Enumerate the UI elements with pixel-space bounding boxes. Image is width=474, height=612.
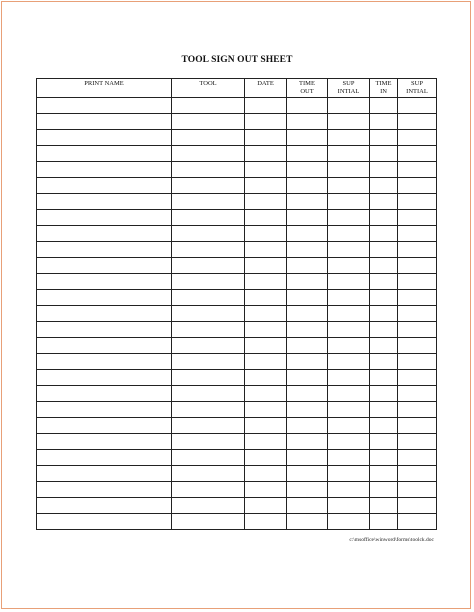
blank-cell <box>37 242 172 258</box>
blank-cell <box>245 370 287 386</box>
column-header-print-name: PRINT NAME <box>37 79 172 98</box>
table-row <box>37 162 437 178</box>
blank-cell <box>328 178 370 194</box>
blank-cell <box>172 258 245 274</box>
blank-cell <box>37 514 172 530</box>
blank-cell <box>245 274 287 290</box>
blank-cell <box>328 114 370 130</box>
blank-cell <box>245 194 287 210</box>
blank-cell <box>172 226 245 242</box>
blank-cell <box>172 498 245 514</box>
table-body <box>37 98 437 530</box>
header-row <box>37 79 437 98</box>
table-row <box>37 338 437 354</box>
blank-cell <box>398 514 437 530</box>
blank-cell <box>398 162 437 178</box>
blank-cell <box>287 450 328 466</box>
blank-cell <box>37 498 172 514</box>
blank-cell <box>172 434 245 450</box>
blank-cell <box>398 450 437 466</box>
blank-cell <box>328 162 370 178</box>
blank-cell <box>370 466 398 482</box>
table-row <box>37 306 437 322</box>
table-row <box>37 386 437 402</box>
table-row <box>37 450 437 466</box>
blank-cell <box>328 434 370 450</box>
blank-cell <box>287 146 328 162</box>
table-row <box>37 354 437 370</box>
blank-cell <box>370 306 398 322</box>
blank-cell <box>398 370 437 386</box>
table-row <box>37 242 437 258</box>
blank-cell <box>172 514 245 530</box>
table-row <box>37 418 437 434</box>
blank-cell <box>370 418 398 434</box>
blank-cell <box>37 98 172 114</box>
blank-cell <box>328 226 370 242</box>
blank-cell <box>398 290 437 306</box>
blank-cell <box>287 194 328 210</box>
blank-cell <box>328 98 370 114</box>
blank-cell <box>370 274 398 290</box>
column-header-sup-initial-in: SUP INTIAL <box>398 79 437 98</box>
blank-cell <box>172 130 245 146</box>
blank-cell <box>287 386 328 402</box>
blank-cell <box>172 178 245 194</box>
blank-cell <box>370 370 398 386</box>
blank-cell <box>287 370 328 386</box>
blank-cell <box>370 498 398 514</box>
blank-cell <box>37 258 172 274</box>
blank-cell <box>328 274 370 290</box>
blank-cell <box>287 114 328 130</box>
blank-cell <box>37 130 172 146</box>
blank-cell <box>398 386 437 402</box>
blank-cell <box>328 466 370 482</box>
sheet-title: TOOL SIGN OUT SHEET <box>181 55 293 65</box>
blank-cell <box>172 322 245 338</box>
blank-cell <box>328 130 370 146</box>
blank-cell <box>370 386 398 402</box>
blank-cell <box>370 194 398 210</box>
blank-cell <box>245 322 287 338</box>
blank-cell <box>172 482 245 498</box>
blank-cell <box>370 290 398 306</box>
table-row <box>37 370 437 386</box>
blank-cell <box>370 402 398 418</box>
blank-cell <box>37 466 172 482</box>
column-header-time-out: TIME OUT <box>287 79 328 98</box>
blank-cell <box>37 434 172 450</box>
blank-cell <box>172 338 245 354</box>
blank-cell <box>37 386 172 402</box>
blank-cell <box>245 146 287 162</box>
blank-cell <box>328 210 370 226</box>
blank-cell <box>328 194 370 210</box>
blank-cell <box>37 450 172 466</box>
blank-cell <box>245 226 287 242</box>
blank-cell <box>172 162 245 178</box>
table-row <box>37 402 437 418</box>
blank-cell <box>245 210 287 226</box>
table-row <box>37 146 437 162</box>
blank-cell <box>37 274 172 290</box>
blank-cell <box>245 98 287 114</box>
blank-cell <box>37 114 172 130</box>
blank-cell <box>287 130 328 146</box>
blank-cell <box>398 146 437 162</box>
blank-cell <box>328 450 370 466</box>
blank-cell <box>370 210 398 226</box>
blank-cell <box>245 386 287 402</box>
blank-cell <box>398 498 437 514</box>
blank-cell <box>245 498 287 514</box>
blank-cell <box>370 242 398 258</box>
blank-cell <box>287 226 328 242</box>
blank-cell <box>245 354 287 370</box>
blank-cell <box>37 162 172 178</box>
blank-cell <box>287 402 328 418</box>
blank-cell <box>370 114 398 130</box>
blank-cell <box>287 306 328 322</box>
blank-cell <box>37 354 172 370</box>
blank-cell <box>398 130 437 146</box>
blank-cell <box>370 162 398 178</box>
table-row <box>37 130 437 146</box>
blank-cell <box>287 274 328 290</box>
table-row <box>37 514 437 530</box>
blank-cell <box>37 338 172 354</box>
blank-cell <box>398 194 437 210</box>
table-row <box>37 210 437 226</box>
table-row <box>37 114 437 130</box>
blank-cell <box>287 418 328 434</box>
blank-cell <box>37 178 172 194</box>
blank-cell <box>245 242 287 258</box>
blank-cell <box>245 466 287 482</box>
blank-cell <box>370 130 398 146</box>
blank-cell <box>245 450 287 466</box>
blank-cell <box>398 114 437 130</box>
blank-cell <box>398 354 437 370</box>
blank-cell <box>287 98 328 114</box>
table-row <box>37 466 437 482</box>
table-row <box>37 434 437 450</box>
blank-cell <box>370 146 398 162</box>
blank-cell <box>398 242 437 258</box>
blank-cell <box>328 322 370 338</box>
blank-cell <box>328 242 370 258</box>
blank-cell <box>172 354 245 370</box>
blank-cell <box>398 306 437 322</box>
blank-cell <box>37 306 172 322</box>
blank-cell <box>398 482 437 498</box>
blank-cell <box>245 114 287 130</box>
blank-cell <box>37 226 172 242</box>
column-header-date: DATE <box>245 79 287 98</box>
blank-cell <box>37 370 172 386</box>
blank-cell <box>287 210 328 226</box>
blank-cell <box>172 114 245 130</box>
blank-cell <box>370 482 398 498</box>
blank-cell <box>328 370 370 386</box>
blank-cell <box>328 306 370 322</box>
blank-cell <box>287 466 328 482</box>
blank-cell <box>245 162 287 178</box>
blank-cell <box>37 402 172 418</box>
blank-cell <box>287 258 328 274</box>
blank-cell <box>328 418 370 434</box>
blank-cell <box>328 386 370 402</box>
blank-cell <box>287 354 328 370</box>
column-header-time-in: TIME IN <box>370 79 398 98</box>
blank-cell <box>370 514 398 530</box>
blank-cell <box>328 290 370 306</box>
table-row <box>37 178 437 194</box>
blank-cell <box>172 194 245 210</box>
table-row <box>37 498 437 514</box>
blank-cell <box>172 210 245 226</box>
blank-cell <box>398 402 437 418</box>
blank-cell <box>398 322 437 338</box>
blank-cell <box>287 242 328 258</box>
blank-cell <box>328 354 370 370</box>
blank-cell <box>172 98 245 114</box>
blank-cell <box>245 290 287 306</box>
table-row <box>37 322 437 338</box>
blank-cell <box>37 146 172 162</box>
file-path-footer: c:\msoffice\winword\forms\toolck.doc <box>349 537 434 543</box>
blank-cell <box>245 402 287 418</box>
blank-cell <box>328 482 370 498</box>
table-row <box>37 98 437 114</box>
blank-cell <box>370 338 398 354</box>
blank-cell <box>172 242 245 258</box>
blank-cell <box>398 466 437 482</box>
blank-cell <box>328 338 370 354</box>
blank-cell <box>370 258 398 274</box>
blank-cell <box>287 514 328 530</box>
blank-cell <box>172 450 245 466</box>
column-header-sup-initial-out: SUP INTIAL <box>328 79 370 98</box>
blank-cell <box>172 402 245 418</box>
blank-cell <box>287 178 328 194</box>
blank-cell <box>172 370 245 386</box>
blank-cell <box>370 226 398 242</box>
blank-cell <box>37 194 172 210</box>
table-row <box>37 290 437 306</box>
blank-cell <box>370 178 398 194</box>
sign-out-table <box>36 78 437 530</box>
blank-cell <box>370 98 398 114</box>
blank-cell <box>245 434 287 450</box>
table-row <box>37 482 437 498</box>
blank-cell <box>245 338 287 354</box>
blank-cell <box>328 146 370 162</box>
blank-cell <box>172 418 245 434</box>
blank-cell <box>37 290 172 306</box>
table-row <box>37 226 437 242</box>
blank-cell <box>398 418 437 434</box>
blank-cell <box>328 258 370 274</box>
blank-cell <box>398 210 437 226</box>
blank-cell <box>398 178 437 194</box>
blank-cell <box>37 418 172 434</box>
blank-cell <box>370 354 398 370</box>
blank-cell <box>287 434 328 450</box>
table-row <box>37 274 437 290</box>
blank-cell <box>172 146 245 162</box>
blank-cell <box>328 498 370 514</box>
blank-cell <box>172 290 245 306</box>
blank-cell <box>287 498 328 514</box>
blank-cell <box>370 450 398 466</box>
blank-cell <box>287 162 328 178</box>
table-row <box>37 258 437 274</box>
blank-cell <box>328 514 370 530</box>
blank-cell <box>245 130 287 146</box>
blank-cell <box>398 98 437 114</box>
blank-cell <box>172 274 245 290</box>
table-row <box>37 194 437 210</box>
blank-cell <box>37 322 172 338</box>
blank-cell <box>172 386 245 402</box>
blank-cell <box>172 466 245 482</box>
blank-cell <box>287 290 328 306</box>
blank-cell <box>328 402 370 418</box>
blank-cell <box>287 322 328 338</box>
blank-cell <box>370 434 398 450</box>
blank-cell <box>172 306 245 322</box>
blank-cell <box>398 434 437 450</box>
blank-cell <box>398 274 437 290</box>
blank-cell <box>245 418 287 434</box>
blank-cell <box>245 482 287 498</box>
blank-cell <box>398 338 437 354</box>
blank-cell <box>245 178 287 194</box>
blank-cell <box>370 322 398 338</box>
blank-cell <box>398 226 437 242</box>
blank-cell <box>287 338 328 354</box>
blank-cell <box>398 258 437 274</box>
blank-cell <box>245 514 287 530</box>
blank-cell <box>245 258 287 274</box>
blank-cell <box>37 210 172 226</box>
blank-cell <box>245 306 287 322</box>
column-header-tool: TOOL <box>172 79 245 98</box>
blank-cell <box>287 482 328 498</box>
blank-cell <box>37 482 172 498</box>
